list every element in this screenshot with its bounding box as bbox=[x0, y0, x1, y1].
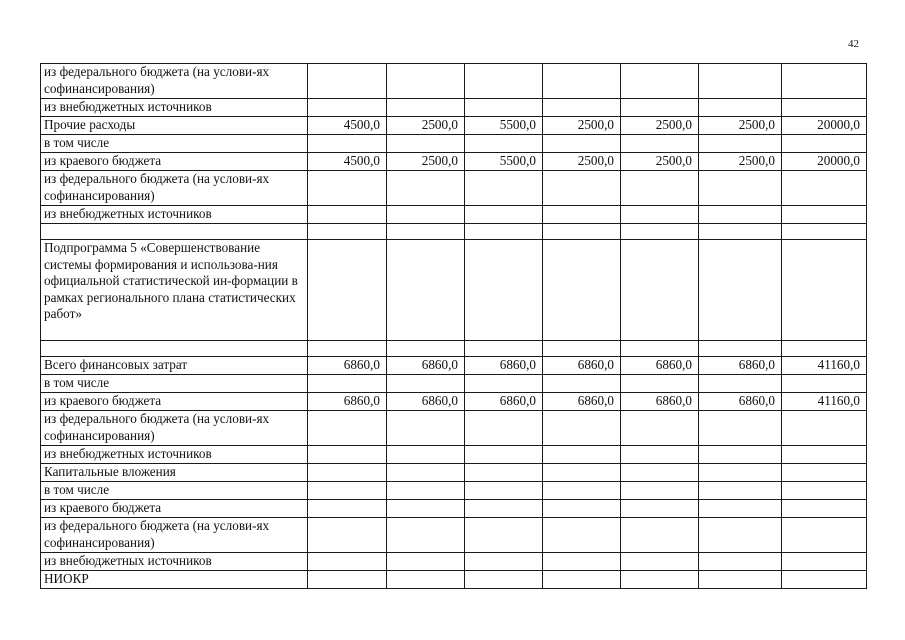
value-cell bbox=[465, 135, 543, 153]
value-cell: 2500,0 bbox=[387, 153, 465, 171]
value-cell bbox=[308, 482, 387, 500]
value-cell: 6860,0 bbox=[387, 393, 465, 411]
table-row bbox=[41, 99, 867, 117]
value-cell bbox=[543, 206, 621, 224]
value-cell bbox=[308, 206, 387, 224]
total-cell bbox=[782, 500, 867, 518]
value-cell: 6860,0 bbox=[543, 357, 621, 375]
value-cell bbox=[308, 171, 387, 206]
table-row bbox=[41, 518, 867, 553]
value-cell bbox=[387, 500, 465, 518]
value-cell bbox=[543, 240, 621, 341]
value-cell: 2500,0 bbox=[543, 153, 621, 171]
table-row bbox=[41, 446, 867, 464]
value-cell bbox=[465, 240, 543, 341]
total-cell bbox=[782, 206, 867, 224]
value-cell bbox=[387, 171, 465, 206]
value-cell bbox=[621, 553, 699, 571]
row-label: НИОКР bbox=[41, 571, 308, 589]
value-cell bbox=[699, 500, 782, 518]
total-cell bbox=[782, 224, 867, 240]
value-cell: 6860,0 bbox=[387, 357, 465, 375]
value-cell bbox=[387, 446, 465, 464]
value-cell bbox=[621, 171, 699, 206]
value-cell bbox=[387, 135, 465, 153]
value-cell bbox=[387, 571, 465, 589]
value-cell bbox=[543, 375, 621, 393]
value-cell: 2500,0 bbox=[387, 117, 465, 135]
total-cell: 41160,0 bbox=[782, 393, 867, 411]
value-cell bbox=[308, 135, 387, 153]
value-cell bbox=[621, 240, 699, 341]
value-cell bbox=[543, 518, 621, 553]
value-cell bbox=[543, 446, 621, 464]
table-row bbox=[41, 117, 867, 135]
value-cell bbox=[387, 375, 465, 393]
table-row bbox=[41, 224, 867, 240]
value-cell bbox=[308, 224, 387, 240]
value-cell bbox=[308, 553, 387, 571]
total-cell bbox=[782, 553, 867, 571]
value-cell bbox=[699, 518, 782, 553]
table-row bbox=[41, 393, 867, 411]
total-cell bbox=[782, 518, 867, 553]
value-cell: 6860,0 bbox=[465, 357, 543, 375]
value-cell bbox=[465, 553, 543, 571]
value-cell bbox=[308, 571, 387, 589]
total-cell bbox=[782, 64, 867, 99]
value-cell bbox=[465, 99, 543, 117]
value-cell bbox=[387, 518, 465, 553]
table-row bbox=[41, 341, 867, 357]
value-cell bbox=[543, 411, 621, 446]
value-cell bbox=[308, 518, 387, 553]
total-cell bbox=[782, 446, 867, 464]
value-cell bbox=[465, 64, 543, 99]
row-label: Прочие расходы bbox=[41, 117, 308, 135]
table-row bbox=[41, 571, 867, 589]
value-cell bbox=[699, 341, 782, 357]
value-cell bbox=[387, 224, 465, 240]
table-row bbox=[41, 482, 867, 500]
value-cell: 6860,0 bbox=[621, 393, 699, 411]
value-cell: 2500,0 bbox=[621, 117, 699, 135]
value-cell bbox=[621, 224, 699, 240]
value-cell bbox=[699, 99, 782, 117]
row-label bbox=[41, 341, 308, 357]
value-cell bbox=[465, 500, 543, 518]
table-row bbox=[41, 553, 867, 571]
value-cell bbox=[465, 375, 543, 393]
value-cell: 5500,0 bbox=[465, 153, 543, 171]
value-cell: 6860,0 bbox=[308, 357, 387, 375]
value-cell: 2500,0 bbox=[699, 153, 782, 171]
value-cell: 6860,0 bbox=[465, 393, 543, 411]
total-cell bbox=[782, 341, 867, 357]
value-cell bbox=[387, 482, 465, 500]
total-cell bbox=[782, 240, 867, 341]
value-cell: 6860,0 bbox=[543, 393, 621, 411]
value-cell: 2500,0 bbox=[621, 153, 699, 171]
table-row bbox=[41, 240, 867, 341]
value-cell bbox=[387, 464, 465, 482]
value-cell bbox=[387, 341, 465, 357]
row-label: в том числе bbox=[41, 375, 308, 393]
row-label: из внебюджетных источников bbox=[41, 553, 308, 571]
subprogram-title: Подпрограмма 5 «Совершенствование системы формирования и использова-ния официальной статистической ин-формации в рамках регионального плана статистических работ» bbox=[41, 240, 308, 341]
value-cell bbox=[465, 341, 543, 357]
row-label: в том числе bbox=[41, 482, 308, 500]
total-cell bbox=[782, 464, 867, 482]
table-row bbox=[41, 153, 867, 171]
table-row bbox=[41, 375, 867, 393]
value-cell bbox=[621, 64, 699, 99]
value-cell bbox=[699, 171, 782, 206]
budget-table bbox=[40, 63, 867, 589]
total-cell bbox=[782, 171, 867, 206]
page-number: 42 bbox=[848, 38, 859, 50]
value-cell bbox=[465, 482, 543, 500]
table-row bbox=[41, 464, 867, 482]
value-cell bbox=[543, 553, 621, 571]
total-cell: 41160,0 bbox=[782, 357, 867, 375]
value-cell bbox=[308, 99, 387, 117]
total-cell bbox=[782, 482, 867, 500]
value-cell bbox=[387, 99, 465, 117]
value-cell bbox=[543, 224, 621, 240]
value-cell bbox=[699, 464, 782, 482]
table-row bbox=[41, 411, 867, 446]
value-cell: 4500,0 bbox=[308, 153, 387, 171]
value-cell bbox=[387, 240, 465, 341]
value-cell bbox=[308, 375, 387, 393]
row-label: из федерального бюджета (на услови-ях софинансирования) bbox=[41, 411, 308, 446]
value-cell: 4500,0 bbox=[308, 117, 387, 135]
value-cell bbox=[543, 571, 621, 589]
value-cell bbox=[387, 553, 465, 571]
value-cell bbox=[308, 64, 387, 99]
row-label: из внебюджетных источников bbox=[41, 206, 308, 224]
table-row bbox=[41, 206, 867, 224]
value-cell bbox=[308, 341, 387, 357]
value-cell bbox=[699, 375, 782, 393]
value-cell bbox=[465, 571, 543, 589]
value-cell: 6860,0 bbox=[699, 393, 782, 411]
total-cell: 20000,0 bbox=[782, 117, 867, 135]
row-label: из краевого бюджета bbox=[41, 393, 308, 411]
table-row bbox=[41, 171, 867, 206]
value-cell bbox=[308, 446, 387, 464]
value-cell bbox=[465, 411, 543, 446]
value-cell bbox=[621, 446, 699, 464]
total-cell bbox=[782, 375, 867, 393]
row-label: из краевого бюджета bbox=[41, 153, 308, 171]
table-row bbox=[41, 357, 867, 375]
value-cell bbox=[699, 446, 782, 464]
value-cell bbox=[699, 411, 782, 446]
total-cell bbox=[782, 99, 867, 117]
row-label: из федерального бюджета (на услови-ях софинансирования) bbox=[41, 64, 308, 99]
value-cell bbox=[308, 464, 387, 482]
value-cell bbox=[543, 99, 621, 117]
value-cell bbox=[621, 99, 699, 117]
row-label: из внебюджетных источников bbox=[41, 446, 308, 464]
table-row bbox=[41, 500, 867, 518]
value-cell bbox=[387, 206, 465, 224]
value-cell bbox=[465, 171, 543, 206]
value-cell bbox=[699, 240, 782, 341]
value-cell bbox=[465, 464, 543, 482]
row-label: из федерального бюджета (на услови-ях софинансирования) bbox=[41, 518, 308, 553]
value-cell bbox=[543, 464, 621, 482]
value-cell bbox=[543, 500, 621, 518]
value-cell bbox=[699, 553, 782, 571]
table-row bbox=[41, 64, 867, 99]
total-cell bbox=[782, 571, 867, 589]
value-cell bbox=[465, 224, 543, 240]
value-cell bbox=[699, 224, 782, 240]
value-cell bbox=[621, 518, 699, 553]
row-label: в том числе bbox=[41, 135, 308, 153]
value-cell bbox=[543, 135, 621, 153]
row-label: из федерального бюджета (на услови-ях софинансирования) bbox=[41, 171, 308, 206]
value-cell bbox=[699, 571, 782, 589]
value-cell bbox=[308, 411, 387, 446]
value-cell bbox=[621, 135, 699, 153]
value-cell bbox=[543, 482, 621, 500]
value-cell bbox=[465, 518, 543, 553]
value-cell bbox=[387, 64, 465, 99]
value-cell bbox=[543, 171, 621, 206]
row-label bbox=[41, 224, 308, 240]
row-label: Капитальные вложения bbox=[41, 464, 308, 482]
value-cell bbox=[621, 411, 699, 446]
row-label: из краевого бюджета bbox=[41, 500, 308, 518]
value-cell bbox=[699, 206, 782, 224]
value-cell bbox=[699, 135, 782, 153]
value-cell bbox=[543, 341, 621, 357]
value-cell bbox=[621, 341, 699, 357]
value-cell bbox=[465, 206, 543, 224]
value-cell bbox=[465, 446, 543, 464]
value-cell bbox=[621, 464, 699, 482]
row-label: из внебюджетных источников bbox=[41, 99, 308, 117]
table-row bbox=[41, 135, 867, 153]
value-cell: 5500,0 bbox=[465, 117, 543, 135]
value-cell: 6860,0 bbox=[699, 357, 782, 375]
value-cell bbox=[699, 64, 782, 99]
value-cell bbox=[308, 500, 387, 518]
total-cell bbox=[782, 135, 867, 153]
value-cell bbox=[308, 240, 387, 341]
row-label: Всего финансовых затрат bbox=[41, 357, 308, 375]
value-cell bbox=[621, 206, 699, 224]
value-cell bbox=[621, 500, 699, 518]
value-cell: 6860,0 bbox=[308, 393, 387, 411]
value-cell: 2500,0 bbox=[699, 117, 782, 135]
total-cell bbox=[782, 411, 867, 446]
value-cell: 2500,0 bbox=[543, 117, 621, 135]
value-cell bbox=[699, 482, 782, 500]
value-cell bbox=[621, 482, 699, 500]
value-cell bbox=[387, 411, 465, 446]
value-cell bbox=[621, 571, 699, 589]
total-cell: 20000,0 bbox=[782, 153, 867, 171]
value-cell bbox=[543, 64, 621, 99]
value-cell bbox=[621, 375, 699, 393]
value-cell: 6860,0 bbox=[621, 357, 699, 375]
